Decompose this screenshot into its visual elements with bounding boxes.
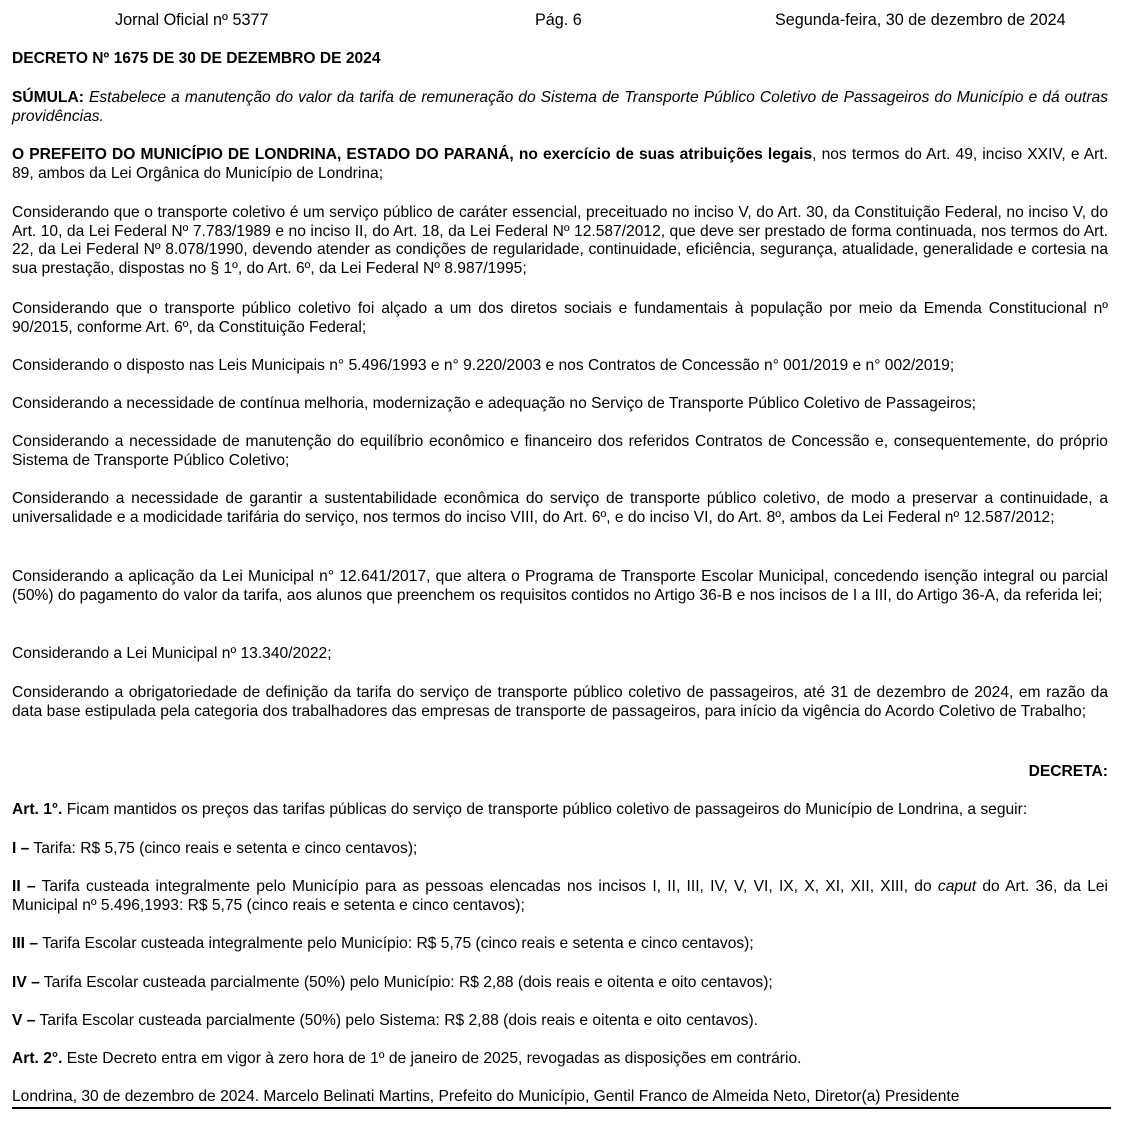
considerando-8: Considerando a Lei Municipal nº 13.340/2022; <box>12 645 332 662</box>
inciso-3-label: III – <box>12 935 39 952</box>
article-1-text: Ficam mantidos os preços das tarifas públicas do serviço de transporte público coletivo de passageiros do Município de Londrina, a seguir: <box>62 801 1028 818</box>
sumula-label: SÚMULA: <box>12 89 84 106</box>
article-1-label: Art. 1°. <box>12 801 63 818</box>
considerando-1: Considerando que o transporte coletivo é um serviço público de caráter essencial, preceituado no inciso V, do Art. 30, da Constituição Federal, no inciso V, do Art. 10, da Lei Federal Nº 7.783/1989 e no inciso II, do Art. 18, da Lei Federal Nº 12.587/2012, que deve ser prestado de forma continuada, nos termos do Art. 22, da Lei Federal Nº 8.078/1990, devendo atender as condições de regularidade, continuidade, eficiência, segurança, atualidade, generalidade e cortesia na sua prestação, dispostas no § 1º, do Art. 6º, da Lei Federal Nº 8.987/1995; <box>12 204 1108 277</box>
inciso-2-label: II – <box>12 878 36 895</box>
publication-date: Segunda-feira, 30 de dezembro de 2024 <box>775 11 1066 29</box>
inciso-2-caput: caput <box>937 878 977 895</box>
inciso-4-label: IV – <box>12 974 40 991</box>
inciso-4-text: Tarifa Escolar custeada parcialmente (50%) pelo Município: R$ 2,88 (dois reais e oitenta e oito centavos); <box>39 974 773 991</box>
considerando-4: Considerando a necessidade de contínua melhoria, modernização e adequação no Serviço de Transporte Público Coletivo de Passageiros; <box>12 395 976 412</box>
inciso-1-label: I – <box>12 840 30 857</box>
journal-number: Jornal Oficial nº 5377 <box>115 11 269 29</box>
preamble <box>12 146 1108 183</box>
footer-rule <box>12 1107 1111 1109</box>
inciso-1-text: Tarifa: R$ 5,75 (cinco reais e setenta e cinco centavos); <box>29 840 418 857</box>
sumula <box>12 89 1108 126</box>
considerando-5: Considerando a necessidade de manutenção do equilíbrio econômico e financeiro dos referidos Contratos de Concessão e, consequentemente, do próprio Sistema de Transporte Público Coletivo; <box>12 433 1108 469</box>
decree-title: DECRETO Nº 1675 DE 30 DE DEZEMBRO DE 2024 <box>12 50 381 67</box>
article-2 <box>12 1050 1108 1069</box>
article-2-text: Este Decreto entra em vigor à zero hora de 1º de janeiro de 2025, revogadas as disposições em contrário. <box>62 1050 802 1067</box>
decreta-heading: DECRETA: <box>1028 763 1108 780</box>
considerando-3: Considerando o disposto nas Leis Municipais n° 5.496/1993 e n° 9.220/2003 e nos Contratos de Concessão n° 001/2019 e n° 002/2019; <box>12 357 955 374</box>
page-number: Pág. 6 <box>535 11 582 29</box>
preamble-rest: , nos termos do Art. 49, inciso XXIV, e Art. 89, ambos da Lei Orgânica do Município de Londrina; <box>12 146 1108 182</box>
considerando-9: Considerando a obrigatoriedade de definição da tarifa do serviço de transporte público coletivo de passageiros, até 31 de dezembro de 2024, em razão da data base estipulada pela categoria dos trabalhadores das empresas de transporte de passageiros, para início da vigência do Acordo Coletivo de Trabalho; <box>12 684 1108 720</box>
inciso-4 <box>12 974 1108 993</box>
considerando-7: Considerando a aplicação da Lei Municipal n° 12.641/2017, que altera o Programa de Transporte Escolar Municipal, concedendo isenção integral ou parcial (50%) do pagamento do valor da tarifa, aos alunos que preenchem os requisitos contidos no Artigo 36-B e nos incisos de I a III, do Artigo 36-A, da referida lei; <box>12 568 1108 604</box>
official-journal-page <box>12 0 1108 1124</box>
considerando-6: Considerando a necessidade de garantir a sustentabilidade econômica do serviço de transporte público coletivo, de modo a preservar a continuidade, a universalidade e a modicidade tarifária do serviço, nos termos do inciso VIII, do Art. 6º, e do inciso VI, do Art. 8º, ambos da Lei Federal nº 12.587/2012; <box>12 490 1108 526</box>
inciso-5-label: V – <box>12 1012 36 1029</box>
inciso-3 <box>12 935 1108 954</box>
inciso-2 <box>12 878 1108 915</box>
page-header <box>12 11 1108 31</box>
sumula-text: Estabelece a manutenção do valor da tarifa de remuneração do Sistema de Transporte Público Coletivo de Passageiros do Município e dá outras providências. <box>12 89 1109 125</box>
inciso-5 <box>12 1012 1108 1031</box>
considerando-2: Considerando que o transporte público coletivo foi alçado a um dos diretos sociais e fundamentais à população por meio da Emenda Constitucional nº 90/2015, conforme Art. 6º, da Constituição Federal; <box>12 300 1108 336</box>
inciso-2-text-end: do Art. 36, da Lei Municipal nº 5.496,1993: R$ 5,75 (cinco reais e setenta e cinco centavos); <box>12 878 1109 914</box>
inciso-3-text: Tarifa Escolar custeada integralmente pelo Município: R$ 5,75 (cinco reais e setenta e cinco centavos); <box>38 935 754 952</box>
inciso-1 <box>12 840 1108 859</box>
article-1 <box>12 801 1108 820</box>
inciso-5-text: Tarifa Escolar custeada parcialmente (50%) pelo Sistema: R$ 2,88 (dois reais e oitenta e oito centavos). <box>35 1012 759 1029</box>
inciso-2-text: Tarifa custeada integralmente pelo Município para as pessoas elencadas nos incisos I, II, III, IV, V, VI, IX, X, XI, XII, XIII, do <box>35 878 938 895</box>
signature-line: Londrina, 30 de dezembro de 2024. Marcelo Belinati Martins, Prefeito do Município, Gentil Franco de Almeida Neto, Diretor(a) Presidente <box>12 1088 960 1105</box>
preamble-authority: O PREFEITO DO MUNICÍPIO DE LONDRINA, ESTADO DO PARANÁ, no exercício de suas atribuições legais <box>12 146 813 163</box>
article-2-label: Art. 2°. <box>12 1050 63 1067</box>
